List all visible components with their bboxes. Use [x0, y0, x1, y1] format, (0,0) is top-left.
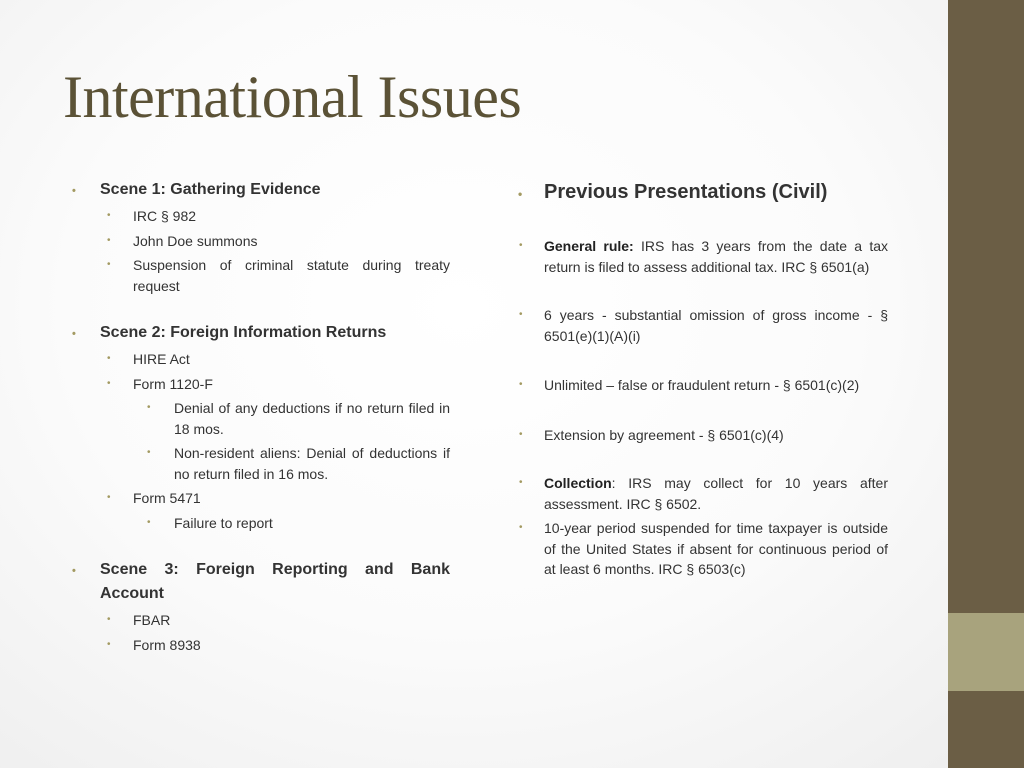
six-years-text: 6 years - substantial omission of gross income - § 6501(e)(1)(A)(i) [544, 307, 888, 344]
slide-title: International Issues [63, 64, 522, 130]
list-item [72, 610, 450, 631]
extension-text: Extension by agreement - § 6501(c)(4) [544, 426, 784, 443]
bullet-icon: • [519, 428, 523, 440]
suspended-text: 10-year period suspended for time taxpayer is outside of the United States if absent for continuous period of at least 6 months. IRC § 6503(c) [544, 520, 888, 577]
sub-list-item [72, 443, 450, 484]
bullet-icon: • [107, 614, 111, 625]
general-rule-text: IRS has 3 years from the date a tax return is filed to assess additional tax. IRC § 6501(a) [544, 238, 888, 275]
right-column [516, 178, 888, 580]
left-column [72, 178, 450, 655]
list-item [72, 206, 450, 227]
scene1-heading [72, 178, 450, 202]
bullet-icon: • [107, 353, 111, 364]
sub-list-item [72, 513, 450, 534]
bullet-icon: • [107, 234, 111, 246]
extension-item [516, 425, 888, 446]
sidebar-accent-band [948, 613, 1024, 691]
bullet-icon: • [107, 210, 111, 221]
collection-item [516, 473, 888, 514]
scene1-heading-text: Scene 1: Gathering Evidence [100, 181, 321, 198]
list-item [72, 635, 450, 656]
sub-list-item-text: Non-resident aliens: Denial of deductions if no return filed in 16 mos. [174, 445, 450, 482]
scene3-heading [72, 558, 450, 606]
list-item-text: IRC § 982 [133, 208, 197, 224]
bullet-icon: • [519, 240, 523, 251]
list-item-text: Form 8938 [133, 636, 201, 653]
bullet-icon: • [147, 402, 151, 413]
list-item-text: Suspension of criminal statute during treaty request [133, 257, 450, 294]
bullet-icon: • [519, 522, 523, 533]
bullet-icon: • [107, 259, 111, 270]
list-item [72, 231, 450, 252]
bullet-icon: • [519, 379, 523, 390]
bullet-icon: • [107, 377, 111, 389]
list-item-text: Form 1120-F [133, 375, 213, 392]
list-item [72, 488, 450, 509]
bullet-icon: • [72, 328, 76, 340]
bullet-icon: • [72, 565, 76, 577]
list-item [72, 349, 450, 370]
bullet-icon: • [518, 187, 523, 201]
unlimited-text: Unlimited – false or fraudulent return - § 6501(c)(2) [544, 377, 860, 393]
collection-label: Collection [544, 475, 612, 491]
scene3-heading-text: Scene 3: Foreign Reporting and Bank Account [100, 561, 450, 602]
list-item-text: John Doe summons [133, 232, 258, 249]
list-item-text: HIRE Act [133, 351, 190, 367]
bullet-icon: • [519, 309, 523, 320]
six-years-item [516, 305, 888, 346]
list-item-text: FBAR [133, 612, 171, 628]
list-item [72, 374, 450, 395]
bullet-icon: • [519, 477, 523, 488]
bullet-icon: • [107, 492, 111, 503]
scene2-heading [72, 321, 450, 345]
list-item-text: Form 5471 [133, 490, 201, 506]
suspended-item [516, 518, 888, 580]
sub-list-item [72, 398, 450, 439]
list-item [72, 255, 450, 296]
unlimited-item [516, 375, 888, 396]
bullet-icon: • [107, 638, 111, 650]
right-heading-text: Previous Presentations (Civil) [544, 181, 828, 203]
sub-list-item-text: Denial of any deductions if no return filed in 18 mos. [174, 400, 450, 437]
bullet-icon: • [72, 185, 76, 197]
collection-text: : IRS may collect for 10 years after assessment. IRC § 6502. [544, 475, 888, 512]
bullet-icon: • [147, 516, 151, 528]
general-rule-item [516, 236, 888, 277]
bullet-icon: • [147, 447, 151, 458]
scene2-heading-text: Scene 2: Foreign Information Returns [100, 324, 387, 341]
general-rule-label: General rule: [544, 238, 634, 254]
sub-list-item-text: Failure to report [174, 514, 273, 531]
right-heading [516, 178, 888, 206]
